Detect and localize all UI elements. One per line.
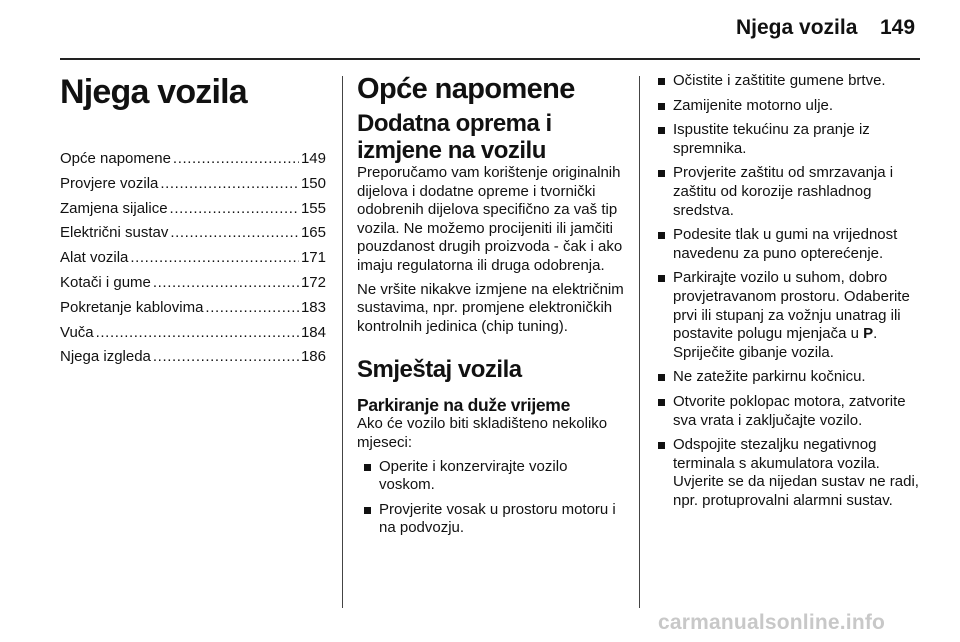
section-title-storage: Smještaj vozila <box>357 356 522 384</box>
toc-label: Zamjena sijalice <box>60 199 168 217</box>
bullet-item: Ispustite tekućinu za pranje iz spremnika. <box>656 121 922 158</box>
toc-page: 155 <box>300 199 326 217</box>
chapter-title: Njega vozila <box>60 73 247 111</box>
table-of-contents <box>60 150 326 366</box>
bullet-item: Podesite tlak u gumi na vrijednost navedenu za puno opterećenje. <box>656 226 922 263</box>
bullet-list <box>656 72 922 510</box>
bullet-item: Otvorite poklopac motora, zatvorite sva vrata i zaključajte vozilo. <box>656 393 922 430</box>
toc-entry[interactable] <box>60 150 326 168</box>
toc-entry[interactable] <box>60 274 326 292</box>
bullet-item: Očistite i zaštitite gumene brtve. <box>656 72 922 91</box>
toc-label: Njega izgleda <box>60 348 151 366</box>
section-title: Opće napomene <box>357 73 575 105</box>
toc-page: 165 <box>300 224 326 242</box>
toc-label: Provjere vozila <box>60 174 159 192</box>
toc-leader <box>96 324 299 342</box>
paragraph-intro: Ako će vozilo biti skladišteno nekoliko mjeseci: <box>357 415 608 451</box>
bullet-list <box>357 458 625 538</box>
bullet-item: Odspojite stezaljku negativnog terminala s akumulatora vozila. Uvjerite se da nijedan sustav ne radi, npr. protuprovalni alarmni sustav. <box>656 436 922 510</box>
bullet-item: Provjerite zaštitu od smrzavanja i zaštitu od korozije rashladnog sredstva. <box>656 164 922 220</box>
column-general-notes <box>357 72 625 544</box>
bullet-item <box>656 269 922 362</box>
bullet-text: . Spriječite gibanje vozila. <box>673 325 878 361</box>
toc-leader <box>153 274 299 292</box>
toc-entry[interactable] <box>60 348 326 366</box>
toc-page: 172 <box>300 273 326 291</box>
toc-entry[interactable] <box>60 200 326 218</box>
bullet-item: Zamijenite motorno ulje. <box>656 97 922 116</box>
header-rule <box>60 58 920 60</box>
toc-entry[interactable] <box>60 224 326 242</box>
toc-page: 184 <box>300 323 326 341</box>
column-divider-1 <box>342 76 343 608</box>
toc-page: 186 <box>300 348 326 366</box>
bullet-item: Provjerite vosak u prostoru motoru i na podvozju. <box>362 501 625 538</box>
toc-label: Alat vozila <box>60 249 129 267</box>
toc-page: 183 <box>300 298 326 316</box>
toc-label: Kotači i gume <box>60 273 151 291</box>
toc-leader <box>205 299 299 317</box>
toc-leader <box>160 175 299 193</box>
toc-leader <box>173 150 299 168</box>
toc-entry[interactable] <box>60 175 326 193</box>
toc-leader <box>153 348 299 366</box>
subsection-title: Dodatna oprema i izmjene na vozilu <box>357 110 552 164</box>
paragraph: Ne vršite nikakve izmjene na električnim sustavima, npr. promjene elektroničkih kontrolnih jedinica (chip tuning). <box>357 280 624 335</box>
page-number: 149 <box>880 16 916 39</box>
toc-page: 149 <box>300 150 326 167</box>
bullet-text: Parkirajte vozilo u suhom, dobro provjetravanom prostoru. Odaberite prvi ili stupanj za vožnju unatrag ili postavite polugu mjenjača u <box>673 269 910 343</box>
toc-entry[interactable] <box>60 299 326 317</box>
toc-entry[interactable] <box>60 249 326 267</box>
paragraph: Preporučamo vam korištenje originalnih dijelova i dodatne opreme i tvornički odobrenih dijelova specifično za vaš tip vozila. Ne možemo procijeniti ili jamčiti pouzdanost drugih proizvoda - čak i ako imaju regulatorna ili druga odobrenja. <box>357 164 623 274</box>
running-header-title: Njega vozila <box>736 16 858 39</box>
gear-position-p: P <box>863 325 874 343</box>
toc-leader <box>130 249 299 267</box>
toc-leader <box>170 200 299 218</box>
column-storage-steps <box>656 72 922 516</box>
column-divider-2 <box>639 76 640 608</box>
toc-label: Opće napomene <box>60 150 171 167</box>
toc-label: Električni sustav <box>60 224 169 242</box>
subsection-title-parking: Parkiranje na duže vrijeme <box>357 395 571 416</box>
watermark: carmanualsonline.info <box>658 611 886 634</box>
bullet-item: Ne zatežite parkirnu kočnicu. <box>656 368 922 387</box>
bullet-item: Operite i konzervirajte vozilo voskom. <box>362 458 625 495</box>
toc-page: 150 <box>300 174 326 192</box>
toc-label: Vuča <box>60 323 94 341</box>
toc-label: Pokretanje kablovima <box>60 298 204 316</box>
toc-page: 171 <box>300 249 326 267</box>
column-toc <box>60 72 326 373</box>
toc-entry[interactable] <box>60 324 326 342</box>
toc-leader <box>170 224 299 242</box>
